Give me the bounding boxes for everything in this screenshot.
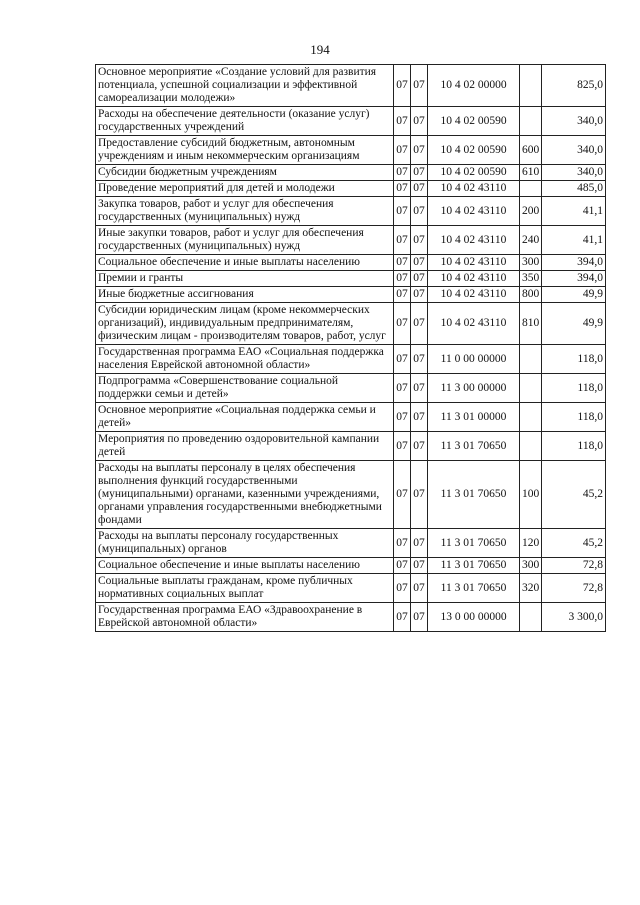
expense-type-cell: 320: [520, 574, 542, 603]
expense-type-cell: 350: [520, 271, 542, 287]
expense-name-cell: Предоставление субсидий бюджетным, автономным учреждениям и иным некоммерческим организациям: [96, 136, 394, 165]
amount-cell: 825,0: [542, 65, 606, 107]
section-code-cell: 07: [394, 255, 411, 271]
target-article-cell: 10 4 02 43110: [428, 197, 520, 226]
table-row: [96, 271, 606, 287]
budget-table-body: [96, 65, 606, 632]
expense-name-cell: Закупка товаров, работ и услуг для обеспечения государственных (муниципальных) нужд: [96, 197, 394, 226]
subsection-code-cell: 07: [411, 271, 428, 287]
target-article-cell: 10 4 02 43110: [428, 287, 520, 303]
target-article-cell: 11 3 00 00000: [428, 374, 520, 403]
subsection-code-cell: 07: [411, 403, 428, 432]
expense-name-cell: Расходы на обеспечение деятельности (оказание услуг) государственных учреждений: [96, 107, 394, 136]
table-row: [96, 197, 606, 226]
expense-type-cell: [520, 65, 542, 107]
expense-type-cell: 240: [520, 226, 542, 255]
subsection-code-cell: 07: [411, 432, 428, 461]
target-article-cell: 10 4 02 00590: [428, 165, 520, 181]
page-number: 194: [310, 42, 330, 57]
section-code-cell: 07: [394, 136, 411, 165]
target-article-cell: 10 4 02 43110: [428, 255, 520, 271]
amount-cell: 45,2: [542, 529, 606, 558]
subsection-code-cell: 07: [411, 345, 428, 374]
subsection-code-cell: 07: [411, 255, 428, 271]
table-row: [96, 65, 606, 107]
table-row: [96, 461, 606, 529]
section-code-cell: 07: [394, 107, 411, 136]
expense-type-cell: 600: [520, 136, 542, 165]
amount-cell: 340,0: [542, 165, 606, 181]
subsection-code-cell: 07: [411, 197, 428, 226]
target-article-cell: 10 4 02 00590: [428, 107, 520, 136]
table-row: [96, 403, 606, 432]
table-row: [96, 574, 606, 603]
subsection-code-cell: 07: [411, 136, 428, 165]
subsection-code-cell: 07: [411, 226, 428, 255]
subsection-code-cell: 07: [411, 303, 428, 345]
subsection-code-cell: 07: [411, 165, 428, 181]
table-row: [96, 374, 606, 403]
expense-name-cell: Иные закупки товаров, работ и услуг для обеспечения государственных (муниципальных) нужд: [96, 226, 394, 255]
amount-cell: 3 300,0: [542, 603, 606, 632]
target-article-cell: 11 3 01 70650: [428, 461, 520, 529]
section-code-cell: 07: [394, 461, 411, 529]
target-article-cell: 11 3 01 70650: [428, 574, 520, 603]
expense-type-cell: [520, 345, 542, 374]
expense-name-cell: Социальное обеспечение и иные выплаты населению: [96, 558, 394, 574]
expense-name-cell: Расходы на выплаты персоналу государственных (муниципальных) органов: [96, 529, 394, 558]
expense-name-cell: Основное мероприятие «Социальная поддержка семьи и детей»: [96, 403, 394, 432]
amount-cell: 485,0: [542, 181, 606, 197]
table-row: [96, 345, 606, 374]
section-code-cell: 07: [394, 345, 411, 374]
subsection-code-cell: 07: [411, 65, 428, 107]
table-row: [96, 432, 606, 461]
expense-type-cell: [520, 181, 542, 197]
expense-name-cell: Подпрограмма «Совершенствование социальной поддержки семьи и детей»: [96, 374, 394, 403]
section-code-cell: 07: [394, 197, 411, 226]
subsection-code-cell: 07: [411, 558, 428, 574]
expense-type-cell: 300: [520, 255, 542, 271]
target-article-cell: 10 4 02 43110: [428, 303, 520, 345]
section-code-cell: 07: [394, 603, 411, 632]
subsection-code-cell: 07: [411, 287, 428, 303]
table-row: [96, 529, 606, 558]
section-code-cell: 07: [394, 287, 411, 303]
target-article-cell: 10 4 02 43110: [428, 271, 520, 287]
table-row: [96, 226, 606, 255]
table-row: [96, 255, 606, 271]
expense-type-cell: 810: [520, 303, 542, 345]
table-row: [96, 165, 606, 181]
expense-name-cell: Основное мероприятие «Создание условий для развития потенциала, успешной социализации и эффективной самореализации молодежи»: [96, 65, 394, 107]
amount-cell: 45,2: [542, 461, 606, 529]
target-article-cell: 11 3 01 70650: [428, 529, 520, 558]
target-article-cell: 13 0 00 00000: [428, 603, 520, 632]
expense-type-cell: [520, 432, 542, 461]
target-article-cell: 10 4 02 00000: [428, 65, 520, 107]
section-code-cell: 07: [394, 529, 411, 558]
target-article-cell: 10 4 02 43110: [428, 226, 520, 255]
target-article-cell: 10 4 02 43110: [428, 181, 520, 197]
section-code-cell: 07: [394, 65, 411, 107]
target-article-cell: 10 4 02 00590: [428, 136, 520, 165]
subsection-code-cell: 07: [411, 603, 428, 632]
expense-name-cell: Государственная программа ЕАО «Здравоохранение в Еврейской автономной области»: [96, 603, 394, 632]
subsection-code-cell: 07: [411, 107, 428, 136]
amount-cell: 340,0: [542, 136, 606, 165]
expense-name-cell: Субсидии бюджетным учреждениям: [96, 165, 394, 181]
expense-name-cell: Иные бюджетные ассигнования: [96, 287, 394, 303]
section-code-cell: 07: [394, 181, 411, 197]
section-code-cell: 07: [394, 558, 411, 574]
expense-type-cell: 610: [520, 165, 542, 181]
target-article-cell: 11 3 01 00000: [428, 403, 520, 432]
table-row: [96, 181, 606, 197]
amount-cell: 118,0: [542, 374, 606, 403]
section-code-cell: 07: [394, 271, 411, 287]
expense-type-cell: 100: [520, 461, 542, 529]
expense-name-cell: Расходы на выплаты персоналу в целях обеспечения выполнения функций государственными (муниципальными) органами, казенными учреждениями, органами управления государственными внебюджетными фондами: [96, 461, 394, 529]
section-code-cell: 07: [394, 226, 411, 255]
table-row: [96, 558, 606, 574]
table-row: [96, 303, 606, 345]
table-row: [96, 603, 606, 632]
expense-name-cell: Субсидии юридическим лицам (кроме некоммерческих организаций), индивидуальным предпринимателям, физическим лицам - производителям товаров, работ, услуг: [96, 303, 394, 345]
expense-type-cell: [520, 107, 542, 136]
section-code-cell: 07: [394, 574, 411, 603]
subsection-code-cell: 07: [411, 529, 428, 558]
expense-name-cell: Государственная программа ЕАО «Социальная поддержка населения Еврейской автономной области»: [96, 345, 394, 374]
amount-cell: 118,0: [542, 432, 606, 461]
expense-type-cell: [520, 403, 542, 432]
amount-cell: 72,8: [542, 574, 606, 603]
expense-type-cell: [520, 603, 542, 632]
expense-type-cell: [520, 374, 542, 403]
table-row: [96, 136, 606, 165]
subsection-code-cell: 07: [411, 461, 428, 529]
expense-name-cell: Проведение мероприятий для детей и молодежи: [96, 181, 394, 197]
subsection-code-cell: 07: [411, 574, 428, 603]
expense-type-cell: 300: [520, 558, 542, 574]
expense-name-cell: Социальное обеспечение и иные выплаты населению: [96, 255, 394, 271]
table-row: [96, 107, 606, 136]
amount-cell: 41,1: [542, 226, 606, 255]
budget-table: [95, 64, 606, 632]
amount-cell: 49,9: [542, 303, 606, 345]
expense-type-cell: 200: [520, 197, 542, 226]
section-code-cell: 07: [394, 303, 411, 345]
expense-name-cell: Мероприятия по проведению оздоровительной кампании детей: [96, 432, 394, 461]
section-code-cell: 07: [394, 403, 411, 432]
section-code-cell: 07: [394, 374, 411, 403]
amount-cell: 394,0: [542, 271, 606, 287]
amount-cell: 49,9: [542, 287, 606, 303]
table-row: [96, 287, 606, 303]
section-code-cell: 07: [394, 165, 411, 181]
amount-cell: 72,8: [542, 558, 606, 574]
subsection-code-cell: 07: [411, 374, 428, 403]
subsection-code-cell: 07: [411, 181, 428, 197]
section-code-cell: 07: [394, 432, 411, 461]
target-article-cell: 11 3 01 70650: [428, 558, 520, 574]
amount-cell: 394,0: [542, 255, 606, 271]
amount-cell: 118,0: [542, 403, 606, 432]
amount-cell: 340,0: [542, 107, 606, 136]
expense-name-cell: Социальные выплаты гражданам, кроме публичных нормативных социальных выплат: [96, 574, 394, 603]
amount-cell: 118,0: [542, 345, 606, 374]
target-article-cell: 11 3 01 70650: [428, 432, 520, 461]
expense-type-cell: 800: [520, 287, 542, 303]
amount-cell: 41,1: [542, 197, 606, 226]
expense-name-cell: Премии и гранты: [96, 271, 394, 287]
expense-type-cell: 120: [520, 529, 542, 558]
target-article-cell: 11 0 00 00000: [428, 345, 520, 374]
